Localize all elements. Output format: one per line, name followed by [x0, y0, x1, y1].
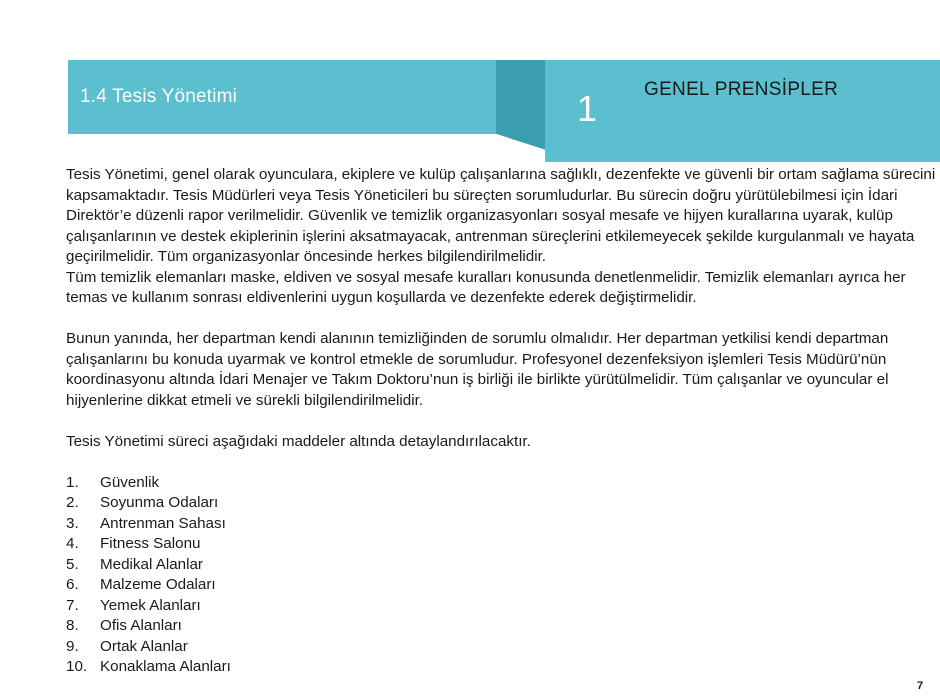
list-item-number: 5.	[66, 555, 79, 573]
list-item-number: 8.	[66, 617, 79, 634]
section-title: 1.4 Tesis Yönetimi	[80, 86, 238, 107]
chapter-number: 1	[577, 88, 598, 129]
list-item	[66, 637, 940, 658]
list-item-label: Ofis Alanları	[100, 617, 182, 634]
list-item-label: Antrenman Sahası	[100, 514, 226, 532]
list-item-label: Malzeme Odaları	[100, 576, 216, 593]
list-item	[66, 596, 940, 617]
list-item-label: Konaklama Alanları	[100, 658, 231, 675]
list-item-label: Ortak Alanlar	[100, 637, 188, 655]
list-item-label: Fitness Salonu	[100, 535, 201, 552]
list-item	[66, 555, 940, 576]
list-item-number: 3.	[66, 514, 79, 532]
paragraph-list-intro: Tesis Yönetimi süreci aşağıdaki maddeler altında detaylandırılacaktır.	[66, 432, 531, 450]
list-item-label: Soyunma Odaları	[100, 494, 219, 511]
paragraph-departments: Bunun yanında, her departman kendi alanının temizliğinden de sorumlu olmalıdır. Her departman yetkilisi kendi departman çalışanlarını bu konuda uyarmak ve kontrol etmekle de sorumludur. Profesyonel dezenfeksiyon işlemleri Tesis Müdürü’nün koordinasyonu altında İdari Menajer ve Takım Doktoru’nun iş birliği ile birlikte yürütülmelidir. Tüm çalışanlar ve oyuncular el hijyenlerine dikkat etmeli ve sürekli bilgilendirilmelidir.	[66, 330, 889, 409]
paragraph-intro: Tesis Yönetimi, genel olarak oyunculara, ekiplere ve kulüp çalışanlarına sağlıklı, dezenfekte ve güvenli bir ortam sağlama sürecini kapsamaktadır. Tesis Müdürleri veya Tesis Yöneticileri bu süreçten sorumludurlar. Bu sürecin doğru yürütülebilmesi için İdari Direktör’e düzenli rapor verilmelidir. Güvenlik ve temizlik organizasyonları sosyal mesafe ve hijyen kurallarına uyarak, kulüp çalışanlarının ve destek ekiplerinin işlerini aksatmayacak, antrenman süreçlerini etkilemeyecek şekilde kurgulanmalı ve hayata geçirilmelidir. Tüm organizasyonlar öncesinde herkes bilgilendirilmelidir.	[66, 166, 936, 265]
list-item-number: 6.	[66, 576, 79, 593]
header-fold	[496, 60, 546, 150]
list-item-label: Güvenlik	[100, 473, 160, 491]
list-item-label: Yemek Alanları	[100, 596, 201, 614]
list-item-number: 2.	[66, 494, 79, 511]
list-item	[66, 534, 940, 555]
list-item	[66, 616, 940, 637]
list-item-number: 1.	[66, 473, 79, 491]
list-item-number: 10.	[66, 658, 88, 675]
document-body	[66, 165, 940, 678]
list-item	[66, 473, 940, 494]
list-item	[66, 493, 940, 514]
list-item-number: 4.	[66, 535, 79, 552]
page-number: 7	[917, 680, 924, 692]
chapter-title: GENEL PRENSİPLER	[644, 79, 839, 100]
facility-list	[66, 473, 940, 678]
list-item	[66, 575, 940, 596]
header-bar-right	[545, 60, 940, 162]
list-item-number: 7.	[66, 596, 79, 614]
list-item-label: Medikal Alanlar	[100, 555, 203, 573]
list-item-number: 9.	[66, 637, 79, 655]
list-item	[66, 514, 940, 535]
paragraph-cleaning-staff: Tüm temizlik elemanları maske, eldiven ve sosyal mesafe kuralları konusunda denetlenmelidir. Temizlik elemanları ayrıca her temas ve kullanım sonrası eldivenlerini uygun koşullarda ve dezenfekte ederek değiştirmelidir.	[66, 268, 906, 306]
list-item	[66, 657, 940, 678]
